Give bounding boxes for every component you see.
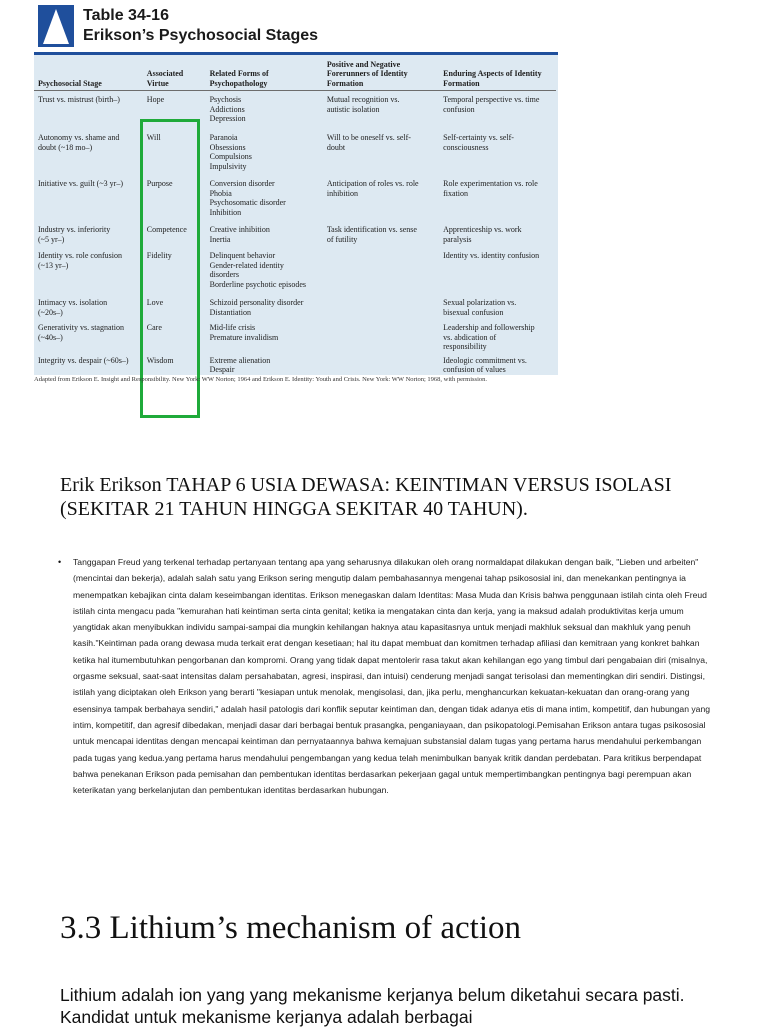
table-row (34, 221, 556, 247)
table-cell: Leadership and followership vs. abdication of responsibility (443, 323, 535, 351)
table-cell: Sexual polarization vs. bisexual confusion (443, 298, 517, 317)
table-footnote: Adapted from Erikson E. Insight and Responsibility. New York: WW Norton; 1964 and Erikson E. Identity: Youth and Crisis. New York: WW Norton; 1968, with permission. (34, 376, 487, 383)
table-cell: Identity vs. role confusion (~13 yr–) (38, 251, 122, 270)
table-header-row (34, 55, 556, 91)
table-cell: Industry vs. inferiority (~5 yr–) (38, 225, 111, 244)
table-cell: Conversion disorder Phobia Psychosomatic disorder Inhibition (209, 179, 286, 217)
column-header: Related Forms of Psychopathology (206, 55, 323, 91)
table-cell: Purpose (146, 179, 173, 188)
table-cell: Intimacy vs. isolation (~20s–) (38, 298, 108, 317)
table-image (34, 0, 558, 392)
table-row (34, 319, 556, 352)
virtue-column-highlight (140, 119, 200, 418)
column-header: Enduring Aspects of Identity Formation (439, 55, 556, 91)
table-cell: Schizoid personality disorder Distantiation (209, 298, 304, 317)
table-cell: Paranoia Obsessions Compulsions Impulsivity (209, 133, 252, 171)
table-cell: Fidelity (146, 251, 172, 260)
table-row (34, 247, 556, 294)
lithium-text: Lithium adalah ion yang yang mekanisme kerjanya belum diketahui secara pasti. Kandidat untuk mekanisme kerjanya adalah berbagai (60, 985, 685, 1027)
table-cell: Role experimentation vs. role fixation (443, 179, 538, 198)
table-cell: Delinquent behavior Gender-related identity disorders Borderline psychotic episodes (209, 251, 307, 289)
table-cell (323, 294, 439, 319)
table-cell: Temporal perspective vs. time confusion (443, 95, 540, 114)
table-cell: Care (146, 323, 162, 332)
table-cell: Hope (146, 95, 165, 104)
table-cell: Anticipation of roles vs. role inhibition (326, 179, 419, 198)
bullet-icon: • (58, 557, 62, 567)
bullet-paragraph (58, 554, 722, 798)
section-heading: Erik Erikson TAHAP 6 USIA DEWASA: KEINTIMAN VERSUS ISOLASI (SEKITAR 21 TAHUN HINGGA SEKITAR 40 TAHUN). (60, 474, 672, 520)
table-cell: Mutual recognition vs. autistic isolation (326, 95, 400, 114)
table-cell: Psychosis Addictions Depression (209, 95, 246, 123)
table-cell: Identity vs. identity confusion (443, 251, 540, 260)
table-cell: Task identification vs. sense of futility (326, 225, 417, 244)
table-label: Table 34-16 (83, 7, 169, 24)
table-cell: Will (146, 133, 161, 142)
table-cell: Integrity vs. despair (~60s–) (38, 355, 129, 365)
table-title: Erikson’s Psychosocial Stages (83, 27, 319, 44)
table-row (34, 129, 556, 175)
body-text: Tanggapan Freud yang terkenal terhadap pertanyaan tentang apa yang seharusnya dilakukan oleh orang normaldapat dilakukan dengan baik, "Lieben und arbeiten" (mencintai dan bekerja), adalah salah satu yang Erikson sering mengutip dalam pembahasannya mengenai tahap psikososial ini, dan menekankan pentingnya ia menempatkan kebajikan cinta dalam keseimbangan identitas. Erikson menegaskan dalam Identitas: Masa Muda dan Krisis bahwa penggunaan istilah cinta oleh Freud istilah cinta mengacu pada "kemurahan hati keintiman serta cinta genital; ketika ia mengatakan cinta dan kerja, yang ia maksud adalah produktivitas kerja umum yangtidak akan menyibukkan individu sampai-sampai dia mungkin kehilangan haknya atau kapasitasnya untuk menjadi makhluk seksual dan makhluk yang penuh kasih."Keintiman pada orang dewasa muda terkait erat dengan kesetiaan; hal itu dapat membuat dan komitmen terhadap afiliasi dan kemitraan yang konkret bahkan ketika hal itumembutuhkan pengorbanan dan kompromi. Orang yang tidak dapat mentolerir rasa takut akan kehilangan ego yang timbul dari pengabaian diri (misalnya, orgasme seksual, saat-saat intensitas dalam persahabatan, agresi, inspirasi, dan intuisi) cenderung menjadi sangat terisolasi dan mementingkan diri sendiri. Distingsi, istilah yang diciptakan oleh Erikson yang berarti "kesiapan untuk menolak, mengisolasi, dan, jika perlu, menghancurkan kekuatan-kekuatan dan orang-orang yang esensinya tampak berbahaya sendiri," adalah hasil patologis dari konflik seputar keintiman dan, dengan tidak adanya etis di mana intim, kompetitif, dan hubungan yang intim, kompetitif, dan agresif dibedakan, menjadi dasar dari berbagai bentuk prasangka, penganiayaan, dan psikopatologi.Pemisahan Erikson antara tugas psikososial untuk mencapai identitas dengan mencapai keintiman dan pernyataannya bahwa kemajuan substansial dalam tugas yang pertama harus mendahului perkembangan pada tugas yang kedua.yang pertama harus mendahului pengembangan yang kedua telah menimbulkan banyak kritik dandan perdebatan. Para kritikus berpendapat bahwa penekanan Erikson pada pemisahan dan pembentukan identitas berdasarkan pekerjaan gagal untuk mempertimbangkan pentingnya bagi perempuan akan keterikatan yang berkelanjutan dan pembentukan identitas berdasarkan hubungan. (73, 557, 710, 796)
table-cell: Wisdom (146, 355, 174, 365)
table-cell: Mid-life crisis Premature invalidism (209, 323, 279, 342)
table-cell (323, 247, 439, 294)
publisher-logo (38, 5, 74, 47)
stages-table (34, 55, 558, 375)
table-cell: Initiative vs. guilt (~3 yr–) (38, 179, 123, 188)
table-cell (323, 319, 439, 352)
table-cell: Trust vs. mistrust (birth–) (38, 95, 120, 104)
column-header: Associated Virtue (143, 55, 206, 91)
table-header (34, 0, 558, 52)
table-cell: Will to be oneself vs. self- doubt (326, 133, 411, 152)
table-cell: Apprenticeship vs. work paralysis (443, 225, 522, 244)
column-header: Positive and Negative Forerunners of Identity Formation (323, 55, 439, 91)
table-cell: Autonomy vs. shame and doubt (~18 mo–) (38, 133, 120, 152)
table-cell: Ideologic commitment vs. confusion of values (443, 355, 527, 374)
triangle-logo-icon (38, 5, 74, 47)
table-row (34, 91, 556, 130)
table-cell: Self-certainty vs. self- consciousness (443, 133, 514, 152)
column-header: Psychosocial Stage (34, 55, 143, 91)
table-cell: Extreme alienation Despair (209, 355, 271, 374)
table-row (34, 294, 556, 319)
table-cell: Creative inhibition Inertia (209, 225, 270, 244)
table-row (34, 175, 556, 221)
table-cell: Generativity vs. stagnation (~40s–) (38, 323, 124, 342)
table-cell: Competence (146, 225, 187, 234)
lithium-heading: 3.3 Lithium’s mechanism of action (60, 910, 522, 946)
table-cell: Love (146, 298, 164, 307)
